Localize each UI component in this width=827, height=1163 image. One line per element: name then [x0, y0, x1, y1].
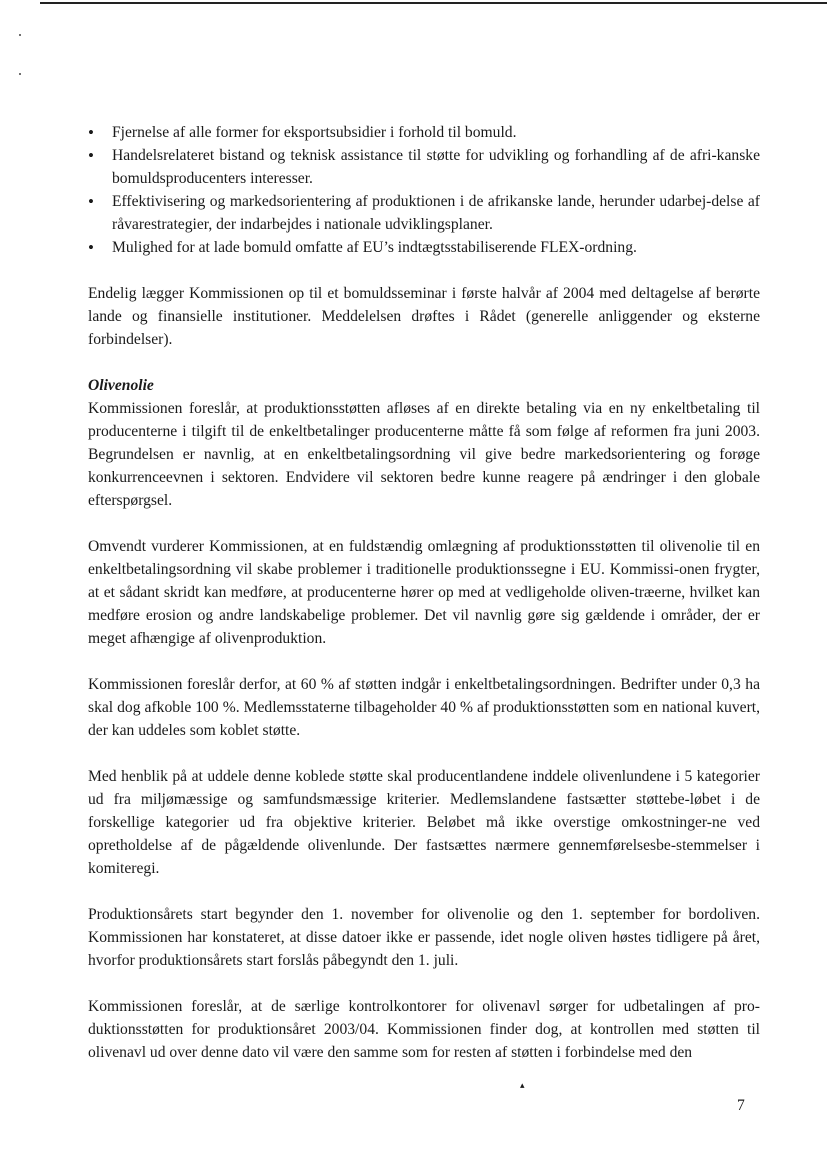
- bullet-item: • Fjernelse af alle former for eksportsubsidier i forhold til bomuld.: [88, 121, 760, 144]
- paragraph-produktionsaar: Produktionsårets start begynder den 1. november for olivenolie og den 1. september for bordoliven. Kommissionen har konstateret, at disse datoer ikke er passende, idet nogle oliven høstes tidligere på året, hvorfor produktionsårets start forslås påbegyndt den 1. juli.: [88, 906, 760, 969]
- paragraph-omlaegning: Omvendt vurderer Kommissionen, at en fuldstændig omlægning af produktionsstøtten til olivenolie til en enkeltbetalingsordning vil skabe problemer i traditionelle produktionssegne i EU. Kommissi-onen frygter, at et sådant skridt kan medføre, at producenterne hører op med at vedligeholde oliven-træerne, hvilket kan medføre erosion og andre landskabelige problemer. Det vil navnlig gøre sig gældende i områder, der er meget afhængige af olivenproduktion.: [88, 538, 760, 647]
- scan-speck: [19, 73, 21, 75]
- top-border-line: [40, 2, 827, 4]
- paragraph-bomuld-seminar: Endelig lægger Kommissionen op til et bomuldsseminar i første halvår af 2004 med deltagelse af berørte lande og finansielle institutioner. Meddelelsen drøftes i Rådet (generelle anliggender og eksterne forbindelser).: [88, 285, 760, 348]
- paragraph-procent-fordeling: Kommissionen foreslår derfor, at 60 % af støtten indgår i enkeltbetalingsordningen. Bedrifter under 0,3 ha skal dog afkoble 100 %. Medlemsstaterne tilbageholder 40 % af produktionsstøtten som en national kuvert, der kan uddeles som koblet støtte.: [88, 676, 760, 739]
- section-heading-olivenolie: Olivenolie: [88, 377, 154, 394]
- bullet-item: • Effektivisering og markedsorientering af produktionen i de afrikanske lande, herunder udarbej-delse af råvarestrategier, der indarbejdes i nationale udviklingsplaner.: [88, 190, 760, 236]
- bullet-item: • Mulighed for at lade bomuld omfatte af EU’s indtægtsstabiliserende FLEX-ordning.: [88, 236, 760, 259]
- scan-mark: ▴: [520, 1080, 525, 1090]
- page-number: 7: [737, 1097, 745, 1114]
- paragraph-enkeltbetaling: Kommissionen foreslår, at produktionsstøtten afløses af en direkte betaling via en ny enkeltbetaling til producenterne i tilgift til de enkeltbetalinger producenterne måtte få som følge af reformen fra juni 2003. Begrundelsen er navnlig, at en enkeltbetalingsordning vil give bedre markedsorientering og forøge konkurrenceevnen i sektoren. Endvidere vil sektoren bedre kunne reagere på ændringer i den globale efterspørgsel.: [88, 400, 760, 509]
- bullet-list: [88, 121, 760, 259]
- page-body: [88, 121, 760, 1064]
- bullet-item: • Handelsrelateret bistand og teknisk assistance til støtte for udvikling og forhandling af de afri-kanske bomuldsproducenters interesser.: [88, 144, 760, 190]
- scan-speck: [19, 34, 21, 36]
- paragraph-kontrolkontorer: Kommissionen foreslår, at de særlige kontrolkontorer for olivenavl sørger for udbetalingen af pro-duktionsstøtten for produktionsåret 2003/04. Kommissionen finder dog, at kontrollen med støtten til olivenavl ud over denne dato vil være den samme som for resten af støtten i forbindelse med den: [88, 998, 760, 1061]
- paragraph-koblet-stoette: Med henblik på at uddele denne koblede støtte skal producentlandene inddele olivenlundene i 5 kategorier ud fra miljømæssige og samfundsmæssige kriterier. Medlemslandene fastsætter støttebe-løbet i de forskellige kategorier ud fra objektive kriterier. Beløbet må ikke overstige omkostninger-ne ved opretholdelse af de pågældende olivenlunde. Der fastsættes nærmere gennemførelsesbe-stemmelser i komiteregi.: [88, 768, 760, 877]
